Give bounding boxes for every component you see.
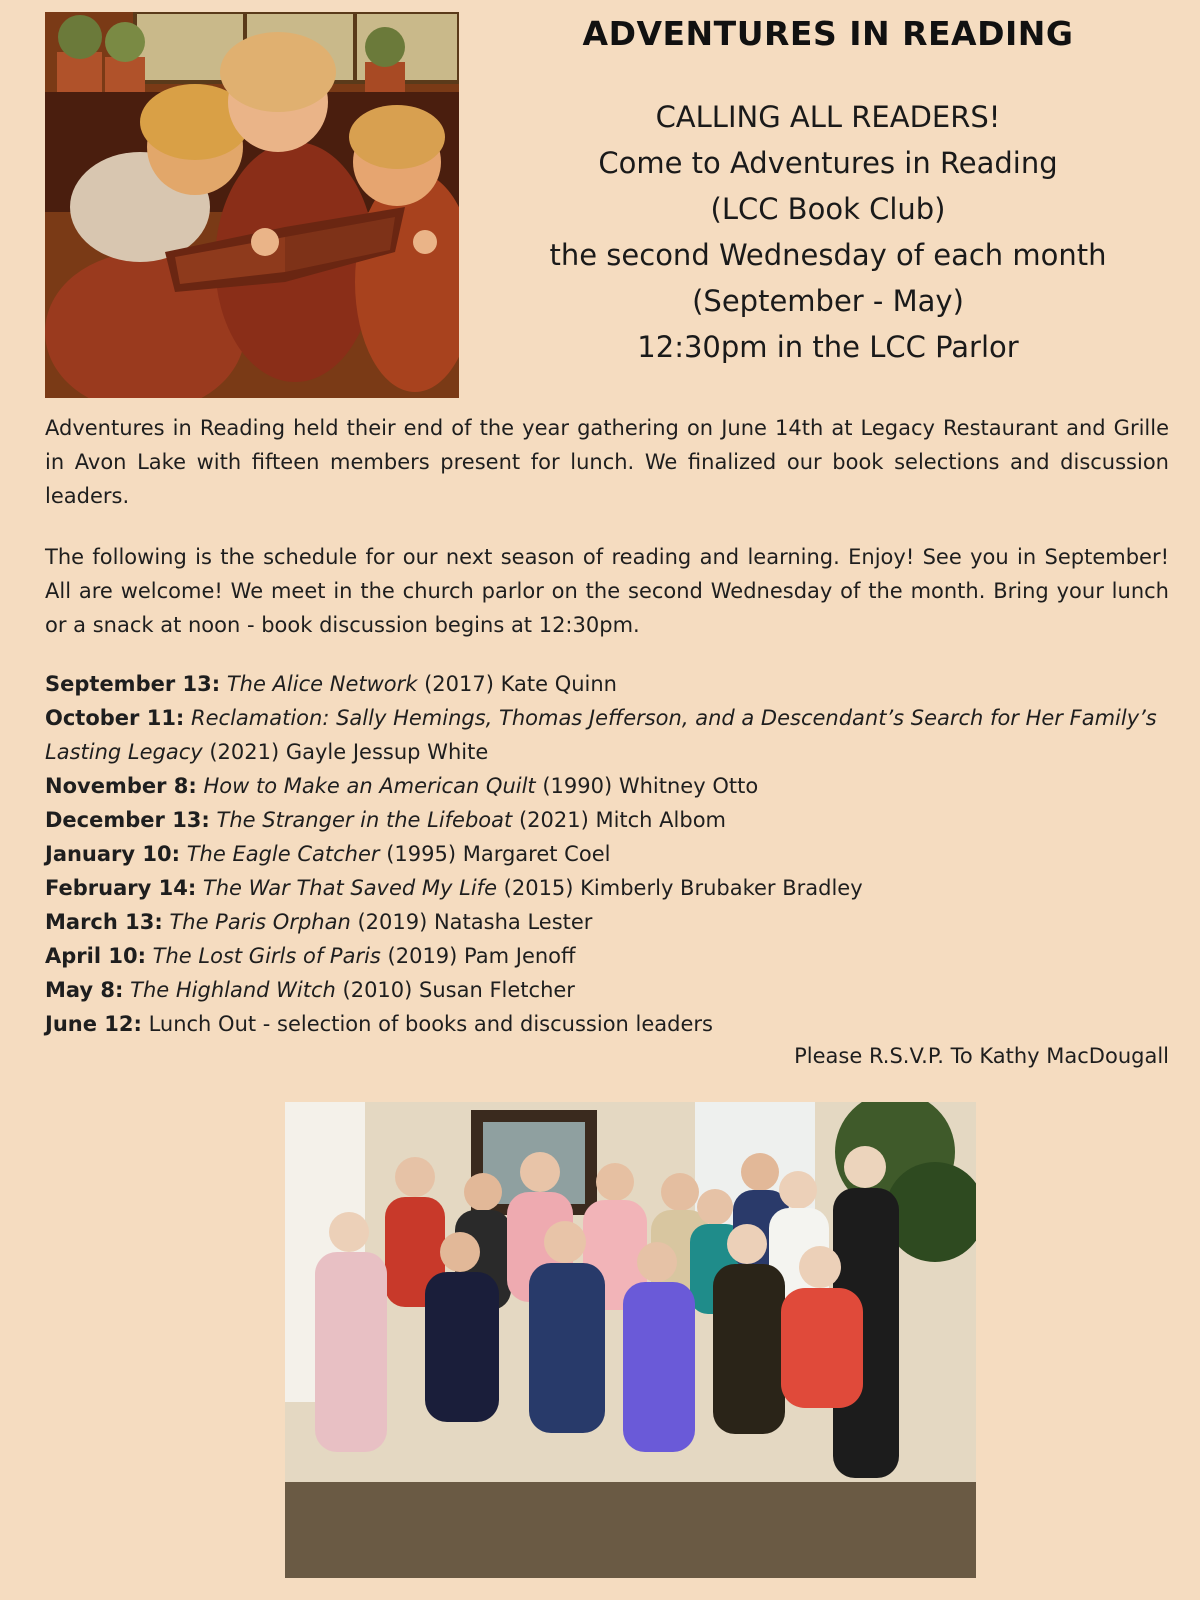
schedule-row <box>45 803 1175 837</box>
schedule-date: February 14: <box>45 876 197 900</box>
schedule-row <box>45 1007 1175 1041</box>
book-details: (2017) Kate Quinn <box>417 672 617 696</box>
schedule-date: May 8: <box>45 978 124 1002</box>
schedule-date: December 13: <box>45 808 210 832</box>
schedule-date: September 13: <box>45 672 221 696</box>
book-title: Reclamation: Sally Hemings, Thomas Jefferson, and a Descendant’s Search for Her Family’s Lasting Legacy <box>45 706 1157 764</box>
book-details: (2019) Pam Jenoff <box>380 944 576 968</box>
invitation-line: (September - May) <box>692 284 964 318</box>
schedule-row <box>45 973 1175 1007</box>
invitation-line: (LCC Book Club) <box>710 192 946 226</box>
schedule-row <box>45 667 1175 701</box>
schedule-date: March 13: <box>45 910 163 934</box>
invitation-line: the second Wednesday of each month <box>549 238 1107 272</box>
schedule-row <box>45 837 1175 871</box>
book-details: (2015) Kimberly Brubaker Bradley <box>496 876 863 900</box>
book-title: The Lost Girls of Paris <box>152 944 381 968</box>
book-details: (1990) Whitney Otto <box>535 774 759 798</box>
book-details: (2021) Mitch Albom <box>512 808 726 832</box>
schedule-row <box>45 871 1175 905</box>
schedule-row <box>45 939 1175 973</box>
page-title: ADVENTURES IN READING <box>582 14 1074 53</box>
book-club-group-photo <box>285 1102 976 1578</box>
book-details: Lunch Out - selection of books and discussion leaders <box>141 1012 713 1036</box>
children-reading-painting <box>45 12 459 398</box>
book-title: The Eagle Catcher <box>186 842 380 866</box>
book-title: The War That Saved My Life <box>202 876 497 900</box>
book-title: The Alice Network <box>226 672 418 696</box>
invitation-line: CALLING ALL READERS! <box>655 100 1001 134</box>
schedule-date: November 8: <box>45 774 197 798</box>
book-details: (2019) Natasha Lester <box>350 910 593 934</box>
book-details: (2010) Susan Fletcher <box>335 978 575 1002</box>
gathering-paragraph: Adventures in Reading held their end of the year gathering on June 14th at Legacy Restaurant and Grille in Avon Lake with fifteen members present for lunch. We finalized our book selections and discussion leaders. <box>45 416 1169 508</box>
invitation-block <box>488 94 1168 370</box>
schedule-date: June 12: <box>45 1012 142 1036</box>
book-title: How to Make an American Quilt <box>203 774 536 798</box>
schedule-row <box>45 701 1175 769</box>
schedule-date: January 10: <box>45 842 181 866</box>
book-details: (2021) Gayle Jessup White <box>202 740 489 764</box>
schedule-row <box>45 769 1175 803</box>
book-details: (1995) Margaret Coel <box>379 842 611 866</box>
schedule-date: April 10: <box>45 944 146 968</box>
book-title: The Stranger in the Lifeboat <box>216 808 513 832</box>
invitation-line: Come to Adventures in Reading <box>598 146 1058 180</box>
book-title: The Highland Witch <box>130 978 336 1002</box>
reading-schedule <box>45 667 1175 1041</box>
rsvp-note: Please R.S.V.P. To Kathy MacDougall <box>794 1044 1169 1068</box>
schedule-intro-paragraph: The following is the schedule for our next season of reading and learning. Enjoy! See you in September! All are welcome! We meet in the church parlor on the second Wednesday of the month. Bring your lunch or a snack at noon - book discussion begins at 12:30pm. <box>45 545 1169 637</box>
invitation-line: 12:30pm in the LCC Parlor <box>637 330 1019 364</box>
schedule-row <box>45 905 1175 939</box>
schedule-date: October 11: <box>45 706 185 730</box>
book-title: The Paris Orphan <box>169 910 351 934</box>
